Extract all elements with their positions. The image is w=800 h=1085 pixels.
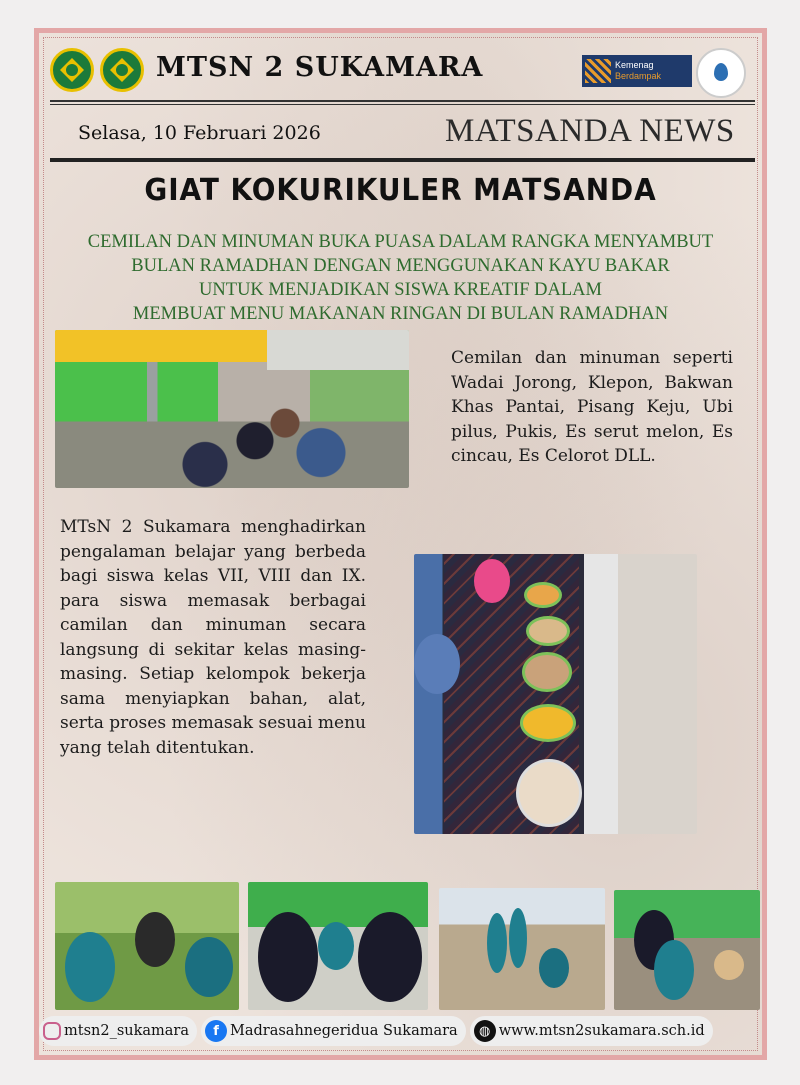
photo-group-cooking-3 (439, 888, 605, 1010)
globe-icon: ◍ (474, 1020, 496, 1042)
article-headline: GIAT KOKURIKULER MATSANDA (144, 173, 657, 208)
website-url: www.mtsn2sukamara.sch.id (498, 1023, 705, 1039)
facebook-page: Madrasahnegeridua Sukamara (230, 1023, 458, 1039)
photo-students-eating-corridor (55, 330, 409, 488)
website-link[interactable] (470, 1016, 713, 1046)
social-footer (39, 1015, 767, 1047)
header-rule-thin (50, 104, 755, 105)
article-paragraph-menu: Cemilan dan minuman seperti Wadai Jorong, Klepon, Bakwan Khas Pantai, Pisang Keju, Ubi pilus, Pukis, Es serut melon, Es cincau, Es Celorot DLL. (451, 348, 733, 466)
kemenag-line1: Kemenag (615, 60, 654, 70)
photo-snacks-on-table (414, 554, 697, 834)
facebook-link[interactable] (201, 1016, 466, 1046)
masthead-title: MATSANDA NEWS (445, 113, 735, 149)
newsletter-page (34, 28, 767, 1060)
masthead-rule (50, 158, 755, 162)
header-rule (50, 100, 755, 102)
subhead-line: BULAN RAMADHAN DENGAN MENGGUNAKAN KAYU BAKAR (131, 256, 670, 276)
instagram-handle: mtsn2_sukamara (64, 1023, 190, 1039)
kemenag-berdampak-logo (582, 55, 692, 87)
article-subhead (39, 230, 762, 326)
kemenag-line2: Berdampak (615, 71, 662, 81)
instagram-icon (43, 1022, 61, 1040)
subhead-line: MEMBUAT MENU MAKANAN RINGAN DI BULAN RAMADHAN (132, 304, 669, 324)
school-emblem-icon (100, 48, 144, 92)
issue-date: Selasa, 10 Februari 2026 (78, 122, 321, 144)
water-drop-icon (714, 63, 728, 81)
subhead-line: CEMILAN DAN MINUMAN BUKA PUASA DALAM RANGKA MENYAMBUT (87, 232, 714, 252)
photo-group-cooking-4 (614, 890, 760, 1010)
photo-group-cooking-2 (248, 882, 428, 1010)
header (50, 46, 755, 98)
kemenag-emblem-icon (50, 48, 94, 92)
school-name: MTSN 2 SUKAMARA (156, 52, 484, 83)
article-paragraph-main: MTsN 2 Sukamara menghadirkan pengalaman belajar yang berbeda bagi siswa kelas VII, VIII dan IX. para siswa memasak berbagai camilan dan minuman secara langsung di sekitar kelas masing-masing. Setiap kelompok bekerja sama menyiapkan bahan, alat, serta proses memasak sesuai menu yang telah ditentukan. (60, 517, 366, 758)
photo-group-cooking-1 (55, 882, 239, 1010)
facebook-icon: f (205, 1020, 227, 1042)
subhead-line: UNTUK MENJADIKAN SISWA KREATIF DALAM (199, 280, 602, 300)
instagram-link[interactable] (39, 1016, 197, 1046)
kemenag-stripes-icon (585, 59, 611, 83)
water-drop-badge (696, 48, 746, 98)
